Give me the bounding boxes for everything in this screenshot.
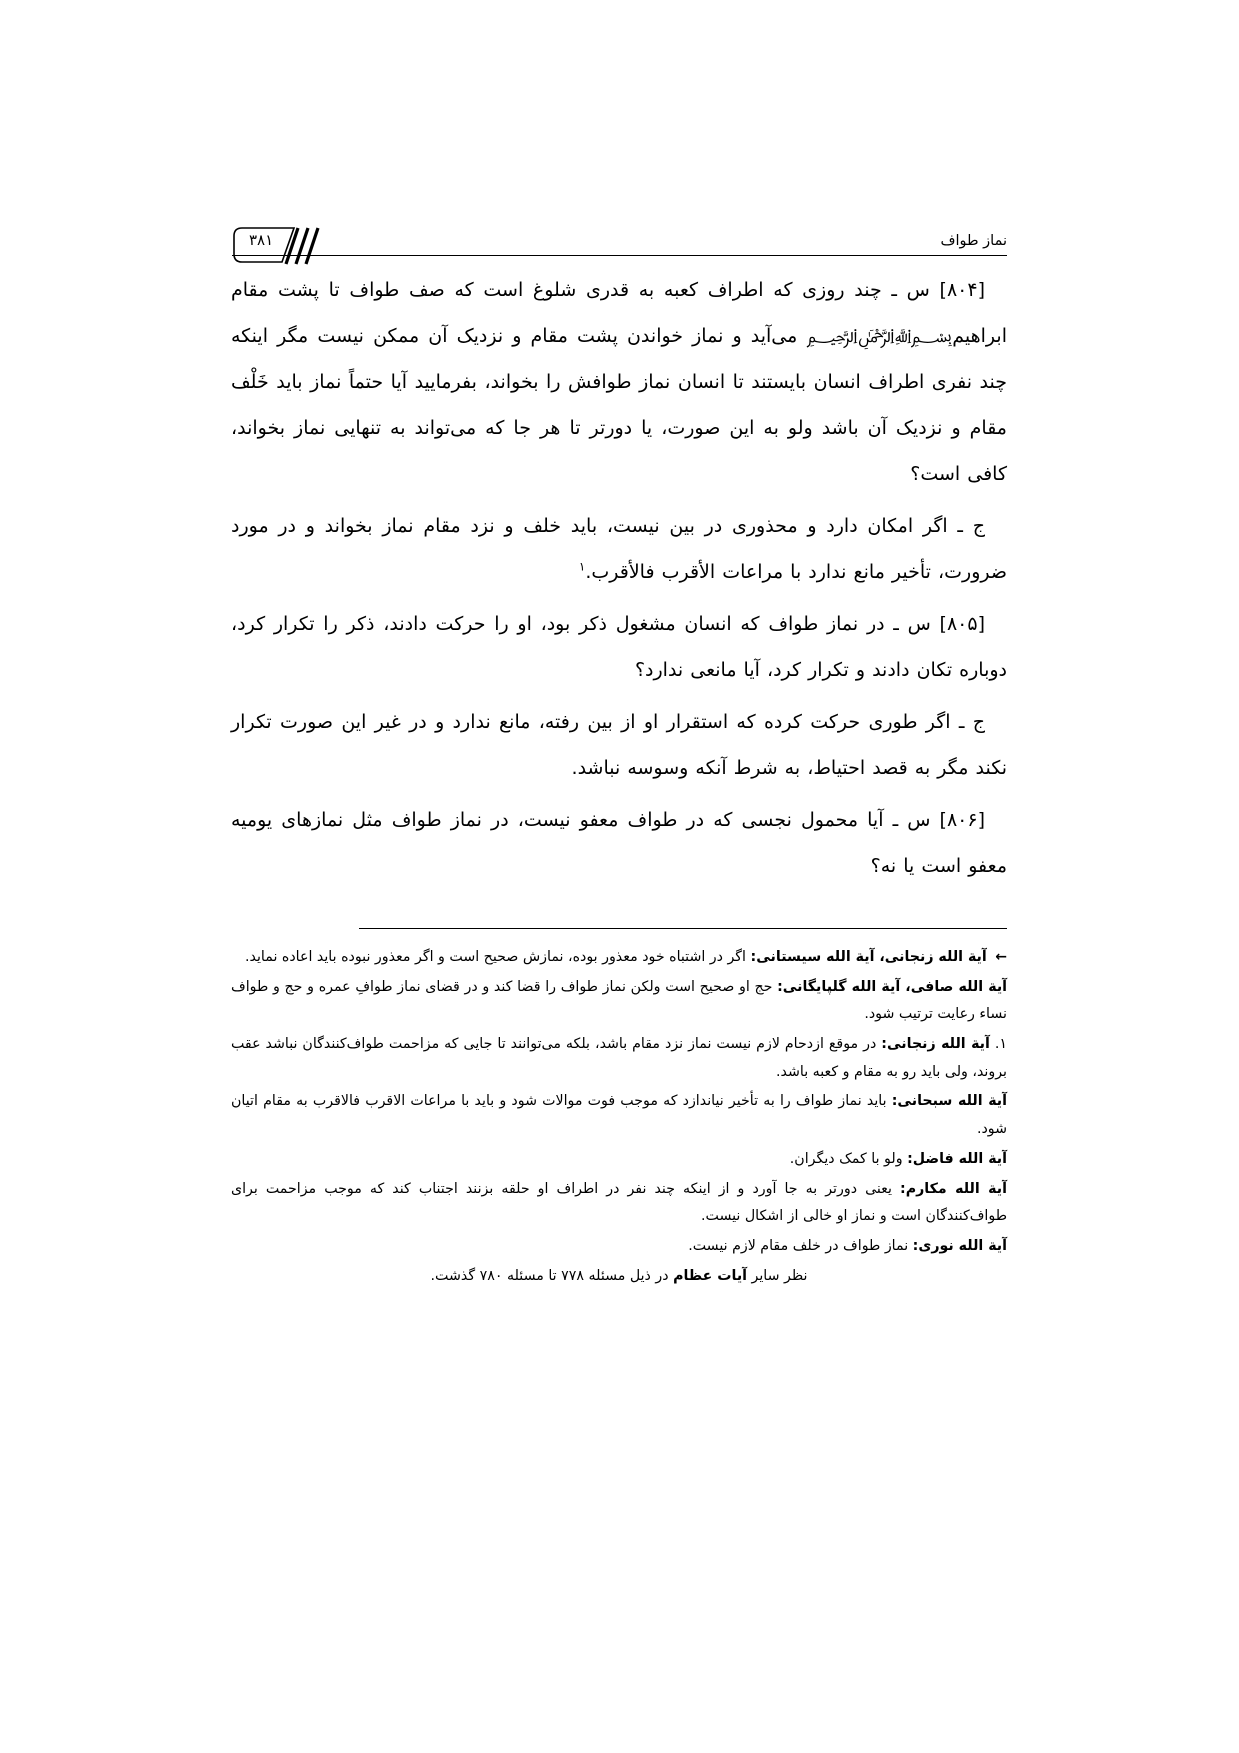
page-header: [232, 212, 1007, 258]
footnote-entry-5: [231, 1146, 1007, 1174]
main-text-column: [231, 268, 1007, 896]
footnote-authority: آیة الله زنجانی، آیة الله سیستانی:: [750, 949, 987, 965]
footnote-number: ۱.: [994, 1036, 1007, 1053]
footnote-entry-3: [231, 1031, 1007, 1086]
footnote-authority: آیة الله زنجانی:: [881, 1036, 990, 1053]
footnote-text: حج او صحیح است ولکن نماز طواف را قضا کند و در قضای نماز طوافِ عمره و حج و طواف نساء رعایت ترتیب شود.: [231, 978, 1007, 1023]
question-806: [۸۰۶] س ـ آیا محمول نجسی که در طواف معفو نیست، در نماز طواف مثل نمازهای یومیه معفو است یا نه؟: [231, 808, 1007, 877]
running-title: نماز طواف: [940, 232, 1007, 249]
footnote-entry-6: [231, 1176, 1007, 1231]
footnote-block: [231, 944, 1007, 1292]
footnote-authority: آیة الله سبحانی:: [891, 1093, 1007, 1110]
answer-805: ج ـ اگر طوری حرکت کرده که استقرار او از بین رفته، مانع ندارد و در غیر این صورت تکرار نکند مگر به قصد احتیاط، به شرط آنکه وسوسه نباشد.: [231, 710, 1007, 779]
footnote-authority: آیة الله نوری:: [912, 1237, 1007, 1254]
page-number: ۳۸۱: [249, 231, 274, 249]
footnote-text: ولو با کمک دیگران.: [789, 1150, 903, 1167]
footnote-separator: [359, 928, 1007, 929]
footnote-entry-1: [231, 944, 1007, 972]
answer-804-text: ج ـ اگر امکان دارد و محذوری در بین نیست، باید خلف و نزد مقام نماز بخواند و در مورد ضرورت، تأخیر مانع ندارد با مراعات الأقرب فالأقرب.: [231, 514, 1007, 583]
footnote-authority: آیة الله صافی، آیة الله گلپایگانی:: [777, 978, 1008, 995]
footnote-text: در ذیل مسئله ۷۷۸ تا مسئله ۷۸۰ گذشت.: [430, 1267, 674, 1284]
footnote-entry-2: [231, 974, 1007, 1029]
footnote-text: در موقع ازدحام لازم نیست نماز نزد مقام باشد، بلکه می‌توانند تا جایی که مزاحمت طواف‌کنندگان نباشد عقب بروند، ولی باید رو به مقام و کعبه باشد.: [231, 1036, 1007, 1080]
footnote-entry-4: [231, 1088, 1007, 1143]
question-805: [۸۰۵] س ـ در نماز طواف که انسان مشغول ذکر بود، او را حرکت دادند، ذکر را تکرار کرد، دوباره تکان دادند و تکرار کرد، آیا مانعی ندارد؟: [231, 612, 1007, 681]
footnote-text: یعنی دورتر به جا آورد و از اینکه چند نفر در اطراف او حلقه بزنند اجتناب کند که موجب مزاحمت برای طواف‌کنندگان است و نماز او خالی از اشکال نیست.: [231, 1180, 1007, 1225]
footnote-authority: آیة الله فاضل:: [907, 1150, 1007, 1167]
footnote-entry-8: [231, 1263, 1007, 1291]
continuation-arrow-icon: ←: [995, 949, 1007, 965]
footnote-text: اگر در اشتباه خود معذور بوده، نمازش صحیح است و اگر معذور نبوده باید اعاده نماید.: [245, 949, 746, 965]
footnote-authority: آیة الله مکارم:: [900, 1180, 1007, 1197]
footnote-prefix: نظر سایر: [747, 1267, 808, 1284]
folio-ornament: [232, 226, 352, 262]
footnote-authority: آیات عظام: [673, 1267, 748, 1284]
footnote-text: باید نماز طواف را به تأخیر نیاندازد که موجب فوت موالات شود و باید با مراعات الاقرب فالاقرب به مقام اتیان شود.: [231, 1093, 1007, 1138]
footnote-text: نماز طواف در خلف مقام لازم نیست.: [688, 1237, 909, 1254]
footnote-ref-1[interactable]: ۱: [578, 559, 586, 574]
footnote-entry-7: [231, 1233, 1007, 1261]
question-804: [۸۰۴] س ـ چند روزی که اطراف کعبه به قدری شلوغ است که صف طواف تا پشت مقام ابراهیم﷽ می‌آید و نماز خواندن پشت مقام و نزدیک آن ممکن نیست مگر اینکه چند نفری اطراف انسان بایستند تا انسان نماز طوافش را بخواند، بفرمایید آیا حتماً نماز باید خَلْف مقام و نزدیک آن باشد ولو به این صورت، یا دورتر تا هر جا که می‌تواند به تنهایی نماز بخواند، کافی است؟: [231, 279, 1007, 485]
answer-804: [231, 504, 1007, 596]
